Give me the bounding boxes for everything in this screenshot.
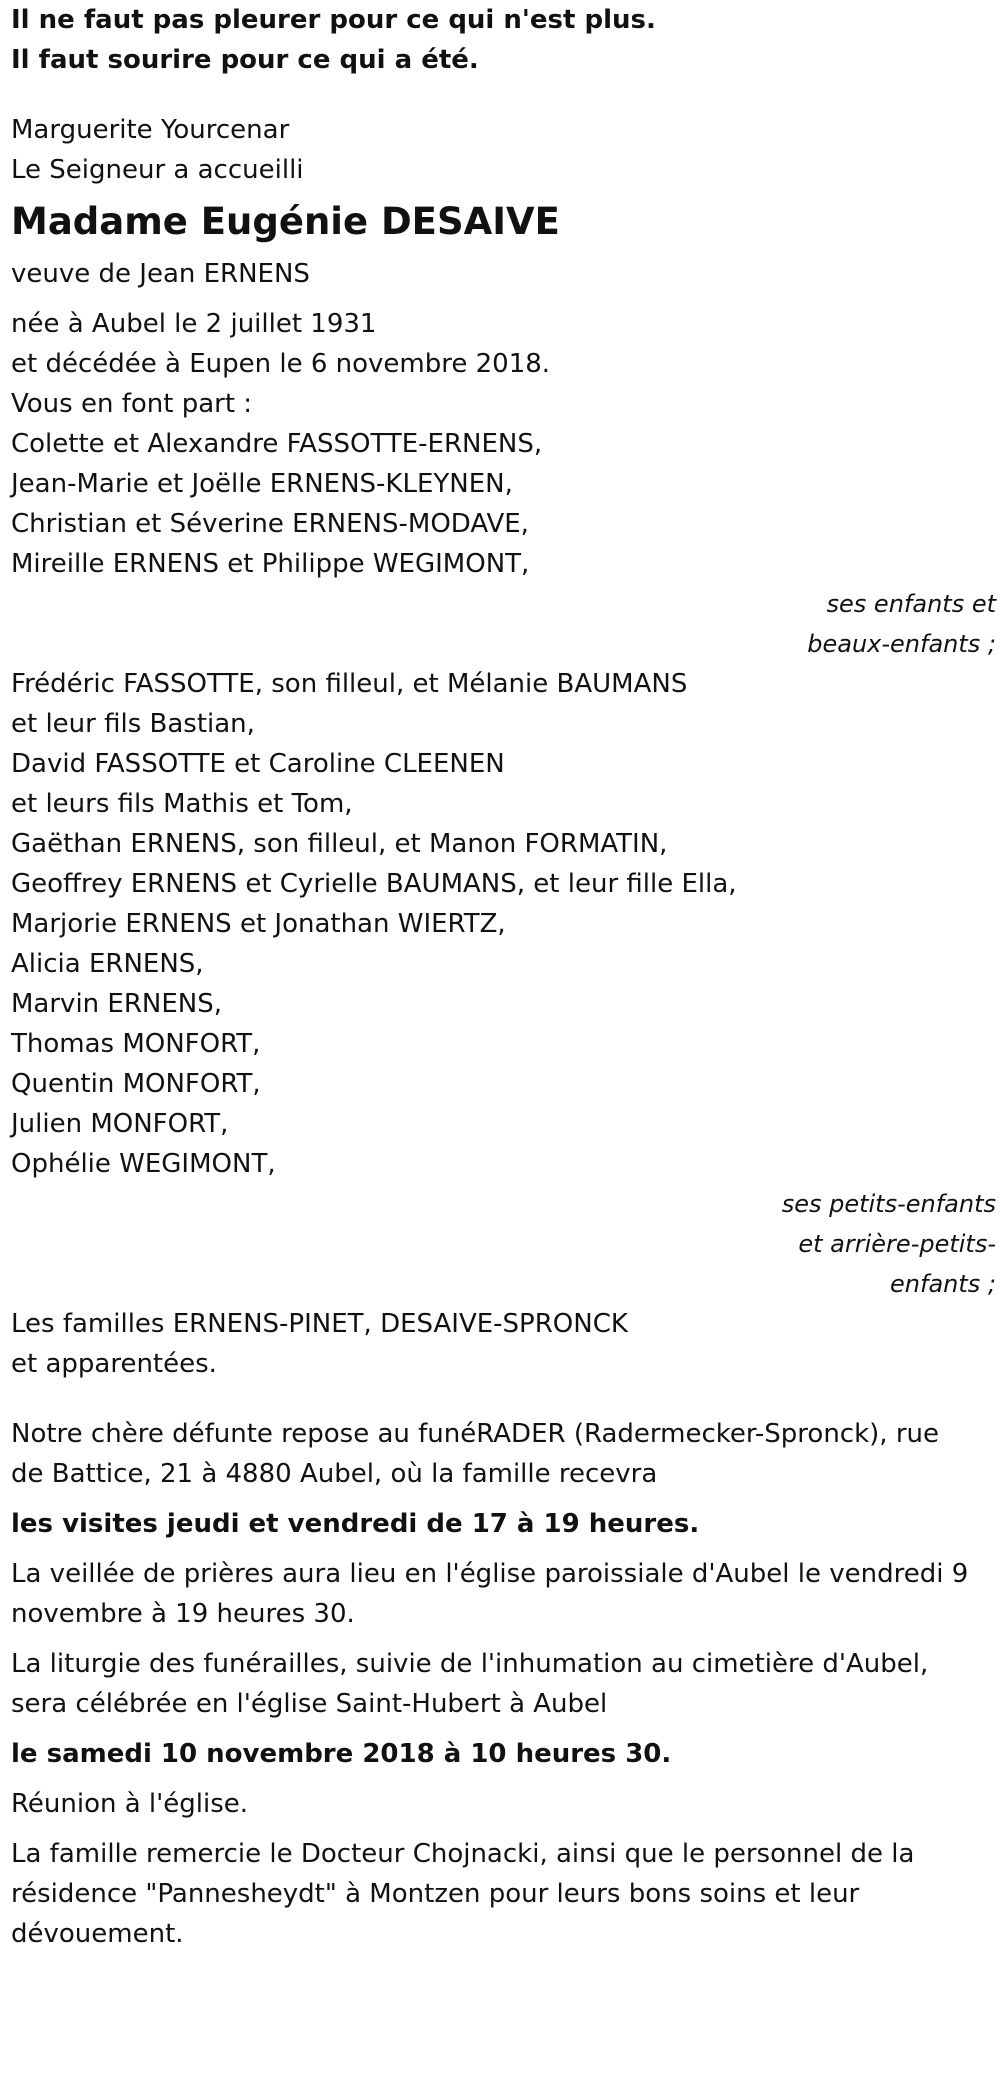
families-line: et apparentées.: [11, 1349, 217, 1379]
list-item: Jean-Marie et Joëlle ERNENS-KLEYNEN,: [11, 469, 513, 499]
liturgy-line: La liturgie des funérailles, suivie de l'inhumation au cimetière d'Aubel,: [11, 1649, 929, 1679]
caption-line: ses enfants et: [826, 590, 996, 618]
list-item: Gaëthan ERNENS, son filleul, et Manon FORMATIN,: [11, 829, 668, 859]
quote-author: Marguerite Yourcenar: [11, 115, 290, 145]
grandchildren-caption: [11, 1184, 996, 1304]
list-item: Mireille ERNENS et Philippe WEGIMONT,: [11, 549, 530, 579]
thanks-line: dévouement.: [11, 1919, 184, 1949]
list-item: Alicia ERNENS,: [11, 949, 204, 979]
list-item: Marjorie ERNENS et Jonathan WIERTZ,: [11, 909, 506, 939]
list-item: Quentin MONFORT,: [11, 1069, 261, 1099]
vigil-line: La veillée de prières aura lieu en l'église paroissiale d'Aubel le vendredi 9: [11, 1559, 969, 1589]
caption-line: enfants ;: [890, 1270, 996, 1298]
intro-text: Le Seigneur a accueilli: [11, 155, 304, 185]
children-list: [11, 424, 996, 584]
grandchildren-list: [11, 664, 996, 1184]
widow-of: veuve de Jean ERNENS: [11, 259, 310, 289]
thanks-block: [11, 1834, 996, 1954]
list-item: Ophélie WEGIMONT,: [11, 1149, 276, 1179]
list-item: Thomas MONFORT,: [11, 1029, 261, 1059]
announce-text: Vous en font part :: [11, 389, 253, 419]
vigil-line: novembre à 19 heures 30.: [11, 1599, 355, 1629]
obituary-notice: [11, 0, 996, 1954]
list-item: Julien MONFORT,: [11, 1109, 229, 1139]
children-caption: [11, 584, 996, 664]
quote-line-2: Il faut sourire pour ce qui a été.: [11, 45, 479, 75]
vigil-block: [11, 1554, 996, 1634]
ceremony-date: le samedi 10 novembre 2018 à 10 heures 30.: [11, 1739, 672, 1769]
list-item: Colette et Alexandre FASSOTTE-ERNENS,: [11, 429, 543, 459]
repose-line: de Battice, 21 à 4880 Aubel, où la famille recevra: [11, 1459, 658, 1489]
caption-line: beaux-enfants ;: [807, 630, 996, 658]
meeting-info: Réunion à l'église.: [11, 1789, 249, 1819]
repose-block: [11, 1414, 996, 1494]
birth-info: née à Aubel le 2 juillet 1931: [11, 309, 377, 339]
caption-line: et arrière-petits-: [798, 1230, 996, 1258]
quote-line-1: Il ne faut pas pleurer pour ce qui n'est plus.: [11, 5, 656, 35]
visits-info: les visites jeudi et vendredi de 17 à 19 heures.: [11, 1509, 700, 1539]
liturgy-block: [11, 1644, 996, 1724]
list-item: Frédéric FASSOTTE, son filleul, et Mélanie BAUMANS: [11, 669, 688, 699]
thanks-line: La famille remercie le Docteur Chojnacki, ainsi que le personnel de la: [11, 1839, 915, 1869]
deceased-name: Madame Eugénie DESAIVE: [11, 200, 560, 243]
families-block: [11, 1304, 996, 1384]
list-item: Marvin ERNENS,: [11, 989, 222, 1019]
list-item: Geoffrey ERNENS et Cyrielle BAUMANS, et leur fille Ella,: [11, 869, 737, 899]
thanks-line: résidence "Pannesheydt" à Montzen pour leurs bons soins et leur: [11, 1879, 860, 1909]
liturgy-line: sera célébrée en l'église Saint-Hubert à Aubel: [11, 1689, 608, 1719]
list-item: et leurs fils Mathis et Tom,: [11, 789, 353, 819]
list-item: et leur fils Bastian,: [11, 709, 255, 739]
families-line: Les familles ERNENS-PINET, DESAIVE-SPRONCK: [11, 1309, 628, 1339]
repose-line: Notre chère défunte repose au funéRADER (Radermecker-Spronck), rue: [11, 1419, 939, 1449]
list-item: David FASSOTTE et Caroline CLEENEN: [11, 749, 505, 779]
caption-line: ses petits-enfants: [781, 1190, 996, 1218]
list-item: Christian et Séverine ERNENS-MODAVE,: [11, 509, 529, 539]
death-info: et décédée à Eupen le 6 novembre 2018.: [11, 349, 551, 379]
